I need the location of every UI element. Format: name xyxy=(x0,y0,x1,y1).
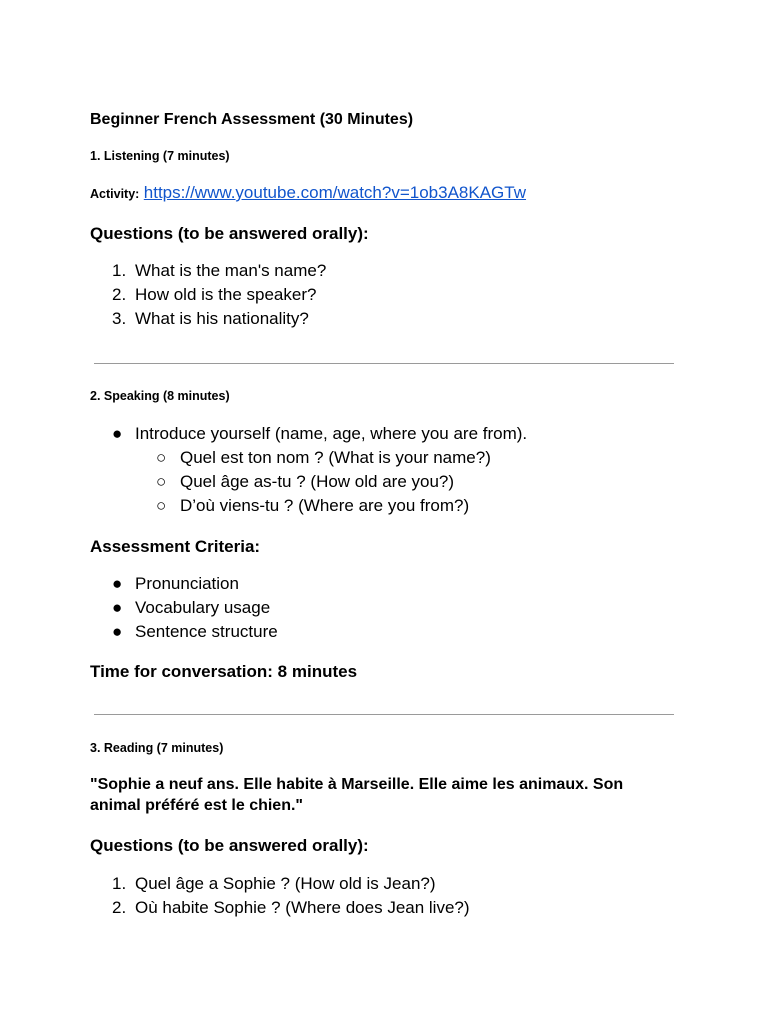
list-number: 3. xyxy=(112,309,127,328)
hollow-bullet-icon: ○ xyxy=(156,448,167,467)
criterion-text: Vocabulary usage xyxy=(135,598,271,617)
bullet-icon: ● xyxy=(112,622,123,641)
subprompt-text: Quel âge as-tu ? (How old are you?) xyxy=(180,472,455,491)
section-divider xyxy=(94,363,674,364)
activity-link[interactable]: https://www.youtube.com/watch?v=1ob3A8KAGTw xyxy=(143,183,527,202)
prompt-text: Introduce yourself (name, age, where you are from). xyxy=(135,424,528,443)
list-number: 1. xyxy=(112,261,127,280)
speaking-heading: 2. Speaking (8 minutes) xyxy=(90,389,230,403)
bullet-icon: ● xyxy=(112,574,123,593)
reading-heading: 3. Reading (7 minutes) xyxy=(90,741,224,755)
question-text: Quel âge a Sophie ? (How old is Jean?) xyxy=(135,874,436,893)
subprompt-text: D’où viens-tu ? (Where are you from?) xyxy=(180,496,470,515)
criterion-text: Pronunciation xyxy=(135,574,239,593)
list-number: 1. xyxy=(112,874,127,893)
question-text: What is the man's name? xyxy=(135,261,327,280)
hollow-bullet-icon: ○ xyxy=(156,496,167,515)
criterion-text: Sentence structure xyxy=(135,622,278,641)
subprompt-text: Quel est ton nom ? (What is your name?) xyxy=(180,448,491,467)
reading-questions-heading: Questions (to be answered orally): xyxy=(90,836,369,855)
document-title: Beginner French Assessment (30 Minutes) xyxy=(90,111,414,128)
activity-line xyxy=(90,183,526,203)
list-number: 2. xyxy=(112,285,127,304)
reading-passage: "Sophie a neuf ans. Elle habite à Marseille. Elle aime les animaux. Son animal préféré est le chien." xyxy=(90,776,624,814)
question-text: Où habite Sophie ? (Where does Jean live?) xyxy=(135,898,470,917)
bullet-icon: ● xyxy=(112,424,123,443)
section-divider xyxy=(94,714,674,715)
conversation-time-note: Time for conversation: 8 minutes xyxy=(90,662,358,681)
hollow-bullet-icon: ○ xyxy=(156,472,167,491)
question-text: How old is the speaker? xyxy=(135,285,317,304)
question-text: What is his nationality? xyxy=(135,309,309,328)
criteria-heading: Assessment Criteria: xyxy=(90,537,261,556)
bullet-icon: ● xyxy=(112,598,123,617)
listening-heading: 1. Listening (7 minutes) xyxy=(90,149,230,163)
listening-questions-heading: Questions (to be answered orally): xyxy=(90,224,369,243)
activity-label: Activity: xyxy=(90,187,140,201)
list-number: 2. xyxy=(112,898,127,917)
